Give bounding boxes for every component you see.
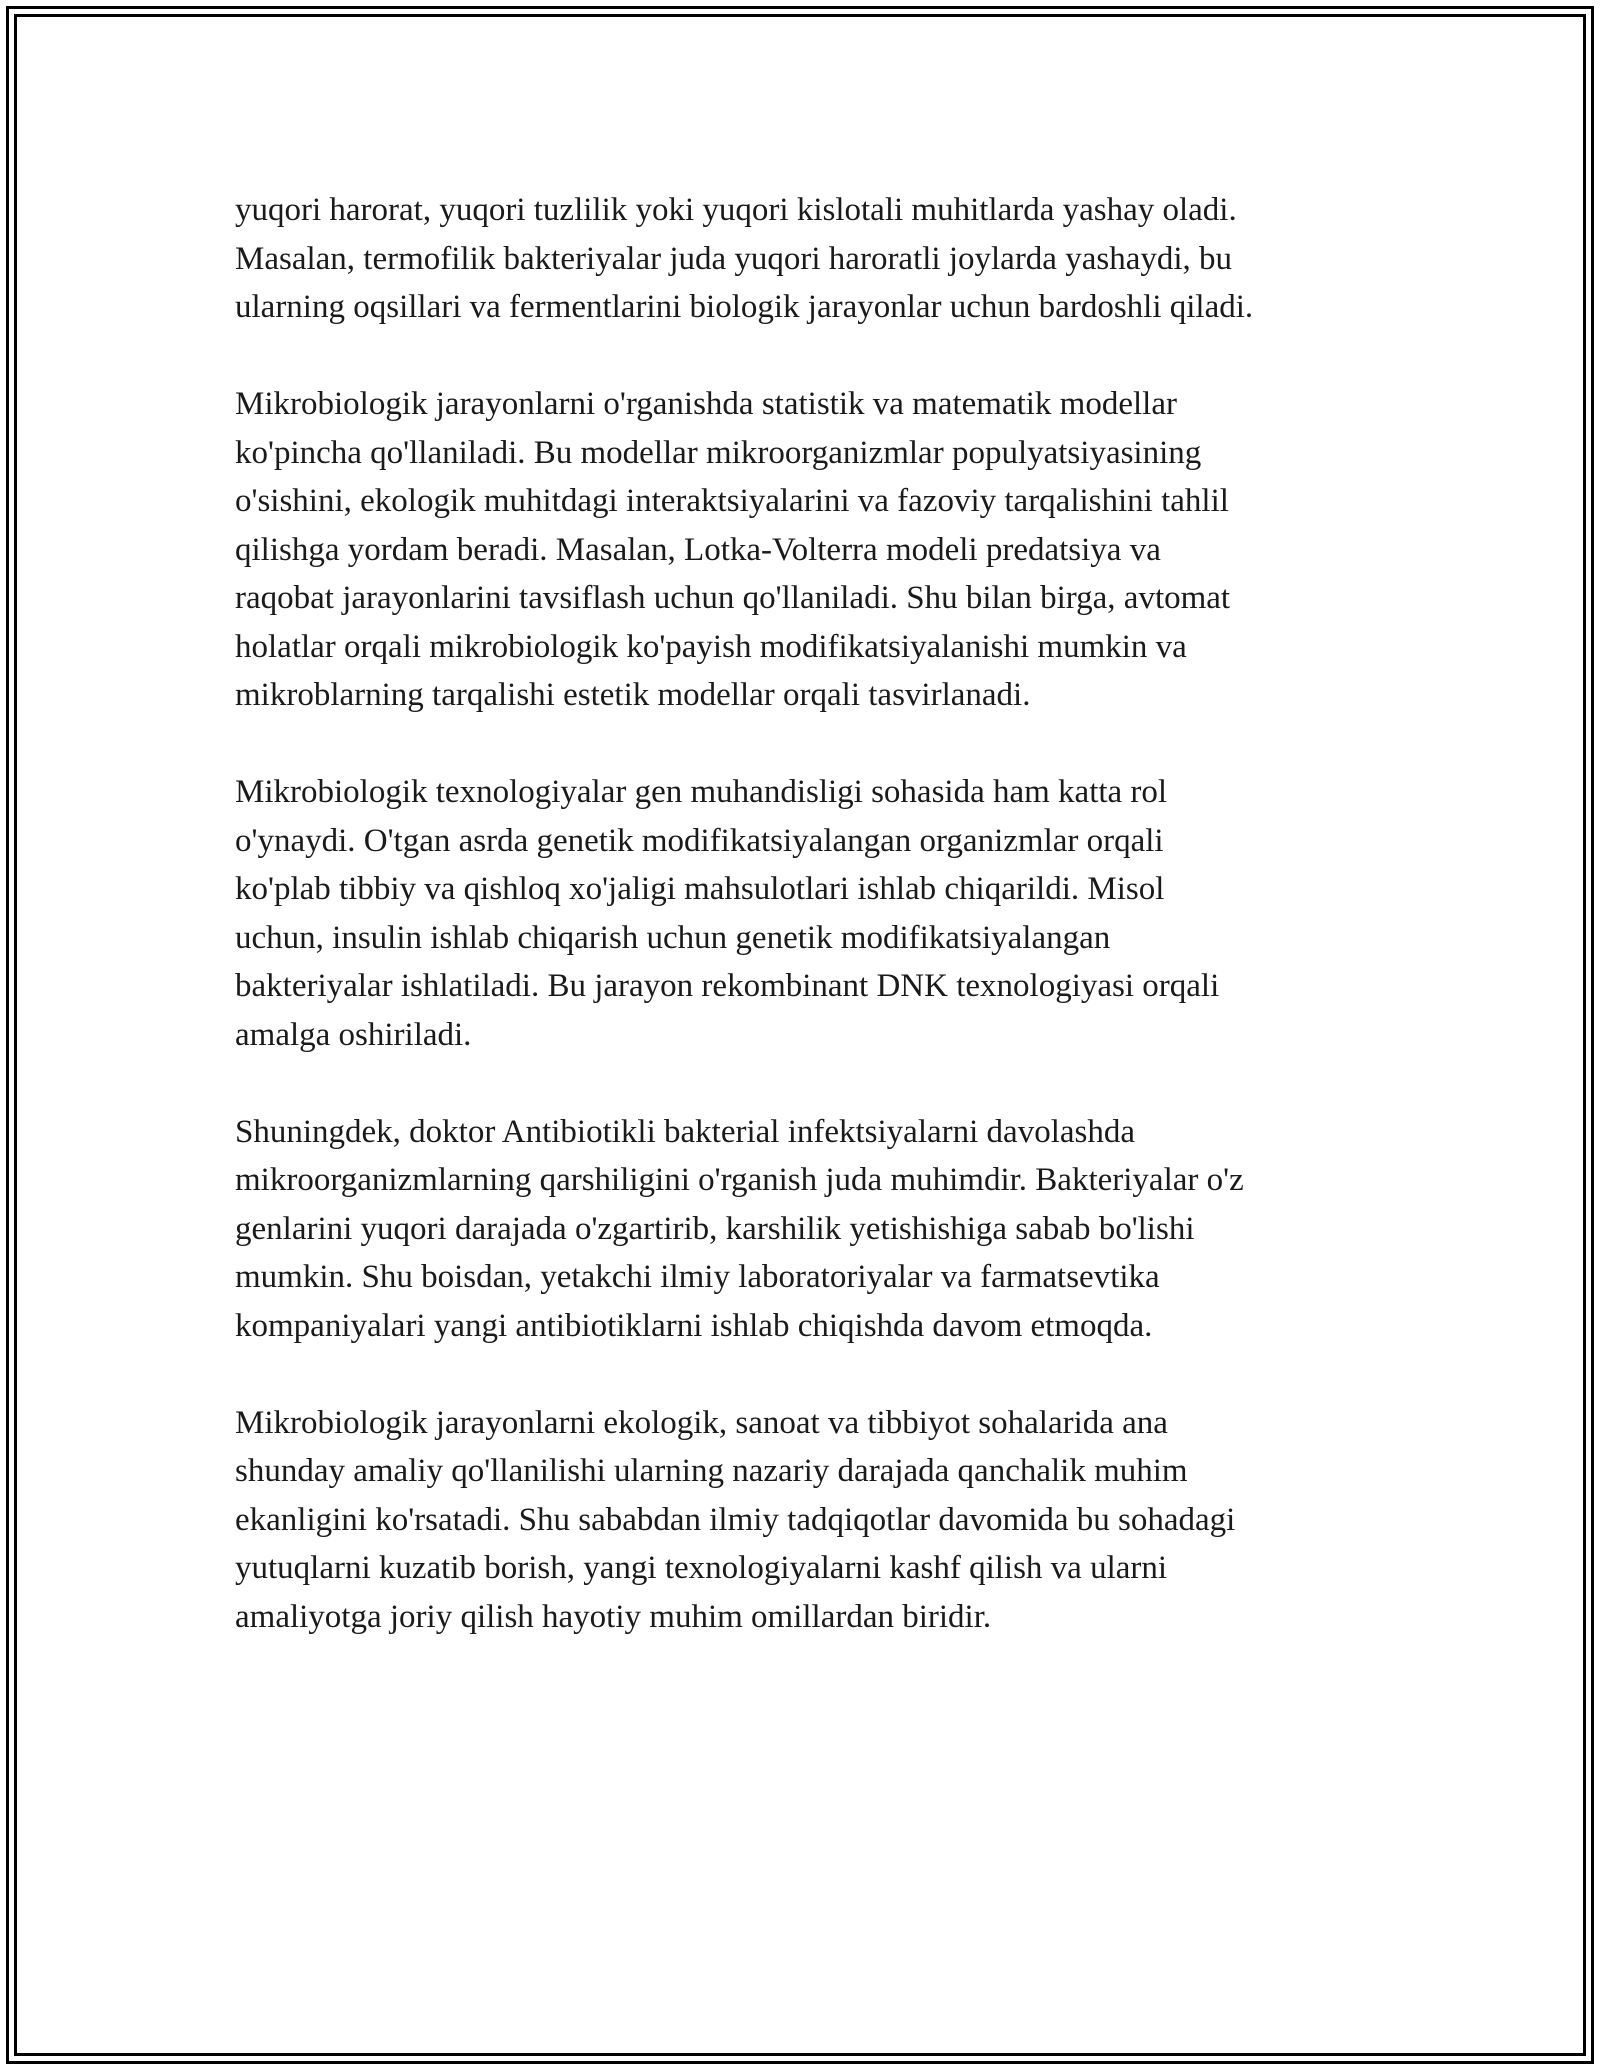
paragraph-1: yuqori harorat, yuqori tuzlilik yoki yuqori kislotali muhitlarda yashay oladi. Masalan, termofilik bakteriyalar juda yuqori haroratli joylarda yashaydi, bu ularning oqsillari va fermentlarini biologik jarayonlar uchun bardoshli qiladi.	[235, 192, 1254, 325]
paragraph-3: Mikrobiologik texnologiyalar gen muhandisligi sohasida ham katta rol o'ynaydi. O'tgan asrda genetik modifikatsiyalangan organizmlar orqali ko'plab tibbiy va qishloq xo'jaligi mahsulotlari ishlab chiqarildi. Misol uchun, insulin ishlab chiqarish uchun genetik modifikatsiyalangan bakteriyalar ishlatiladi. Bu jarayon rekombinant DNK texnologiyasi orqali amalga oshiriladi.	[235, 774, 1220, 1053]
paragraph-5: Mikrobiologik jarayonlarni ekologik, sanoat va tibbiyot sohalarida ana shunday amaliy qo'llanilishi ularning nazariy darajada qanchalik muhim ekanligini ko'rsatadi. Shu sababdan ilmiy tadqiqotlar davomida bu sohadagi yutuqlarni kuzatib borish, yangi texnologiyalarni kashf qilish va ularni amaliyotga joriy qilish hayotiy muhim omillardan biridir.	[235, 1404, 1236, 1635]
paragraph-2: Mikrobiologik jarayonlarni o'rganishda statistik va matematik modellar ko'pincha qo'llaniladi. Bu modellar mikroorganizmlar populyatsiyasining o'sishini, ekologik muhitdagi interaktsiyalarini va fazoviy tarqalishini tahlil qilishga yordam beradi. Masalan, Lotka-Volterra modeli predatsiya va raqobat jarayonlarini tavsiflash uchun qo'llaniladi. Shu bilan birga, avtomat holatlar orqali mikrobiologik ko'payish modifikatsiyalanishi mumkin va mikroblarning tarqalishi estetik modellar orqali tasvirlanadi.	[235, 386, 1231, 713]
document-body	[235, 186, 1385, 1641]
paragraph-4: Shuningdek, doktor Antibiotikli bakterial infektsiyalarni davolashda mikroorganizmlarning qarshiligini o'rganish juda muhimdir. Bakteriyalar o'z genlarini yuqori darajada o'zgartirib, karshilik yetishishiga sabab bo'lishi mumkin. Shu boisdan, yetakchi ilmiy laboratoriyalar va farmatsevtika kompaniyalari yangi antibiotiklarni ishlab chiqishda davom etmoqda.	[235, 1113, 1244, 1344]
